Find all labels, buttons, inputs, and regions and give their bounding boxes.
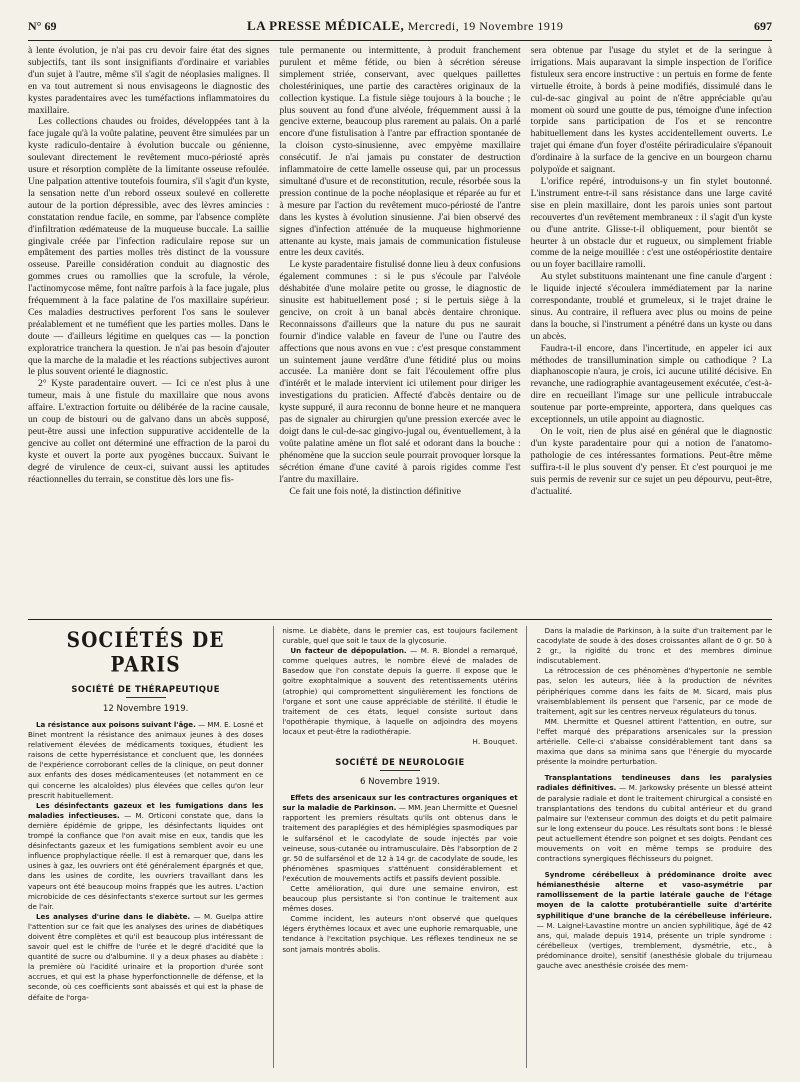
- communication-title: Syndrome cérébelleux à prédominance droite avec hémianesthésie alterne et vaso-asymétrie par ramollissement de la partie latérale gauche de l'étage moyen de la calotte protubérantielle suite d'artérite syphilitique d'une branche de la cérébelleuse inférieure.: [536, 870, 772, 920]
- communication: [28, 801, 263, 912]
- communication-title: Les analyses d'urine dans le diabète.: [36, 911, 191, 921]
- societes-column-3: [537, 626, 772, 1068]
- communication-paragraph: MM. Lhermitte et Quesnel attirent l'attention, en outre, sur l'effet marqué des préparations arsenicales sur la pression artérielle. Celle-ci s'abaisse considérablement tant dans sa maxima que dans sa minima sans que l'énergie du myocarde présente la moindre perturbation.: [536, 716, 772, 767]
- communication-body: — M. R. Blondel a remarqué, comme quelques autres, le nombre élevé de malades de Basedow que l'on constate depuis la guerre. Il expose que le goitre exophtalmique a souvent des retentissements utérins (atrophie) qui compromettent singulièrement les fonctions de l'organe et sont une cause appréciable de stérilité. Il étudie le traitement de ces états, lequel consiste surtout dans l'opothérapie thymique, à laquelle on adjoindra des moyens locaux et peut-être la radiothérapie.: [282, 646, 518, 736]
- article-paragraph: sera obtenue par l'usage du stylet et de la seringue à irrigations. Mais auparavant la simple inspection de l'orifice fistuleux sera encore instructive : un pertuis en forme de fente virtuelle étroite, à bords à peine modifiés, dissimulé dans le cul-de-sac gingival au point de n'être appréciable qu'au moment où sourd une goutte de pus, témoigne d'une infection torpide sans participation de l'os et se rencontre habituellement dans les kystes accidentellement ouverts. Le trajet qui émane d'un foyer d'ostéite périradiculaire s'épanouit d'ordinaire à la surface de la gencive en un bourgeon charnu polypoïde et saignant.: [530, 45, 772, 176]
- communication-title: Un facteur de dépopulation.: [290, 646, 407, 656]
- communication-paragraph: Dans la maladie de Parkinson, à la suite d'un traitement par le cacodylate de soude à des doses croissantes allant de 0 gr. 50 à 2 gr., la rigidité du tronc et des membres diminue indiscutablement.: [536, 626, 772, 666]
- communication-body: — M. Jarkowsky présente un blessé atteint de paralysie radiale et dont le traitement chirurgical a consisté en transplantations des tendons du cubital antérieur et du grand palmaire sur l'extenseur commun des doigts et du petit palmaire sur le long extenseur du pouce. Les résultats sont bons : le blessé peut actuellement étendre son poignet et ses doigts. Pendant ces mouvements on voit en même temps se produire des contractions synergiques fléchisseurs du poignet.: [536, 783, 772, 864]
- issue-number: N° 69: [28, 19, 57, 33]
- article-paragraph: à lente évolution, je n'ai pas cru devoir faire état des signes subjectifs, tant ils sont insignifiants d'ordinaire et variables d'un sujet à l'autre, même s'il s'agit de néoplasies malignes. Il en va tout autrement si nous envisageons le diagnostic des kystes paradentaires avec les tuméfactions inflammatoires du maxillaire.: [28, 45, 270, 116]
- communication-body: — MM. E. Losné et Binet montrent la résistance des animaux jeunes à des doses relativement élevées de médicaments toxiques, étudient les raisons de cette hyperrésistance et concluent que, les données de l'expérience corroborant celles de la clinique, on peut donner aux enfants des doses médicamenteuses (et notamment en ce qui concerne les alcaloïdes) plus élevées que celles qu'on leur prescrit habituellement.: [28, 720, 264, 800]
- communication-title: Transplantations tendineuses dans les paralysies radiales définitives.: [536, 773, 772, 793]
- section-heading: SOCIÉTÉ DE NEUROLOGIE: [335, 757, 465, 768]
- communication-continuation: nisme. Le diabète, dans le premier cas, est toujours facilement curable, quel que soit le taux de la glycosurie.: [282, 626, 518, 646]
- article-paragraph: Au stylet substituons maintenant une fine canule d'argent : le liquide injecté s'écoulera immédiatement par la narine correspondante, troublé et grumeleux, si le trajet draine le sinus. Au contraire, il refluera avec plus ou moins de peine dans la bouche, si l'instrument a pénétré dans un kyste ou dans un abcès.: [530, 271, 772, 342]
- section-rule: [28, 619, 772, 620]
- session-date: 6 Novembre 1919.: [359, 777, 441, 788]
- communication-body: — M. Laignel-Lavastine montre un ancien syphilitique, âgé de 42 ans, qui, malade depuis 1914, présente un triple syndrome : cérébelleux (vertiges, tremblement, dysmétrie, etc., à prédominance droite), sensitif (anesthésie globale du trijumeau gauche avec anesthésie croisée des mem-: [536, 920, 772, 970]
- article-paragraph: 2° Kyste paradentaire ouvert. — Ici ce n'est plus à une tumeur, mais à une fistule du maxillaire que nous avons affaire. L'extraction fortuite ou délibérée de la racine causale, un coup de bistouri ou de galvano dans un abcès supposé, peut-être aussi une infection suppurative accidentelle de la gencive au collet ont déterminé une effraction de la paroi du kyste et ouvert la porte aux pyogènes buccaux. Suivant le degré de virulence de ceux-ci, suivant aussi les aptitudes réactionnelles du terrain, se constitue dès lors une fis-: [28, 378, 270, 485]
- article-paragraph: Ce fait une fois noté, la distinction définitive: [289, 485, 461, 497]
- signature: H. Bouquet.: [472, 737, 518, 747]
- communication-title: Les désinfectants gazeux et les fumigations dans les maladies infectieuses.: [28, 800, 264, 820]
- societes-column-1: [28, 626, 263, 1068]
- communication: [28, 720, 263, 801]
- article-column-3: [531, 45, 772, 617]
- societes-banner: SOCIÉTÉS DE PARIS: [66, 628, 225, 678]
- page-header: [28, 18, 772, 38]
- heading-rule: [380, 770, 420, 771]
- communication: [282, 793, 517, 884]
- communication: [28, 912, 263, 1003]
- communication-body: — M. Guelpa attire l'attention sur ce fait que les analyses des urines de diabétiques doivent être complètes et qu'il est beaucoup plus intéressant de savoir quel est le chiffre de l'urée et le degré d'acidité que la quantité de sucre ou d'albumine. Il y a deux phases au diabète : la première où l'acidité urinaire et la proportion d'urée sont accrues, et qui est la phase hyperfonctionnelle de défense, et la seconde, où ces coefficients sont abaissés et qui est la phase de défaite de l'orga-: [28, 911, 264, 1002]
- communication-paragraph: Cette amélioration, qui dure une semaine environ, est beaucoup plus persistante si l'on continue le traitement aux mêmes doses.: [282, 883, 518, 914]
- article-paragraph: Faudra-t-il encore, dans l'incertitude, en appeler ici aux méthodes de transillumination simple ou cathodique ? La diaphanoscopie n'aura, je crois, ici aucune utilité décisive. En revanche, une radiographie avantageusement exécutée, c'est-à-dire en recueillant l'image sur une pellicule intrabuccale soutenue par porte-empreinte, apportera, dans quelques cas exceptionnels, un utile appoint au diagnostic.: [530, 342, 772, 426]
- communication-paragraph: Comme incident, les auteurs n'ont observé que quelques légers érythèmes locaux et avec une euphorie remarquable, une tendance à l'excitation psychique. Les réflexes tendineux ne se sont jamais montrés abolis.: [282, 914, 518, 954]
- heading-rule: [126, 697, 166, 698]
- article-column-1: [28, 45, 269, 617]
- societes-columns: [28, 626, 772, 1068]
- article-paragraph: On le voit, rien de plus aisé en général que le diagnostic d'un kyste paradentaire pour qui a notion de l'anatomo-pathologie de ces intéressantes formations. Peut-être même suffira-t-il le plus souvent d'y penser. Et c'est pourquoi je me suis permis de revenir sur ce sujet un peu dépourvu, peut-être, d'actualité.: [530, 426, 772, 497]
- article-paragraph: Le kyste paradentaire fistulisé donne lieu à deux confusions également communes : si le pus s'écoule par l'alvéole déshabitée d'une molaire petite ou grosse, le diagnostic de sinusite est habituellement posé ; si le pertuis siège à la gencive, on croit à un banal abcès dentaire chronique. Reconnaissons d'ailleurs que la nature du pus ne saurait fournir d'indice valable en faveur de l'une ou l'autre des affections que nous avons en vue : c'est presque constamment un suintement jaune verdâtre d'une fétidité plus ou moins accusée. La manière dont se fait l'écoulement offre plus d'intérêt et le malade intervient ici utilement pour diriger les investigations du praticien. Affecté d'abcès dentaire ou de kyste suppuré, il aura reconnu de bonne heure et ne manquera pas de signaler au chirurgien qu'une pression exercée avec le doigt dans le cul-de-sac gingivo-jugal ou, éventuellement, à la voûte palatine amène un flot salé et odorant dans la bouche : phénomène que la succion seule pourrait provoquer lorsque la sécrétion émane d'une cavité à parois rigides comme l'est l'antre du maxillaire.: [279, 259, 521, 485]
- journal-title: [247, 18, 563, 34]
- article-column-2: [279, 45, 520, 617]
- communication-paragraph: La rétrocession de ces phénomènes d'hypertonie ne semble pas, selon les auteurs, liée à la production de névrites périphériques comme dans les faits de M. Sicard, mais plus vraisemblablement ils pensent que l'arsenic, par ce mode de traitement, agit sur les centres nerveux régulateurs du tonus.: [536, 666, 772, 716]
- communication-title: Effets des arsenicaux sur les contractures organiques et sur la maladie de Parkinson.: [282, 793, 518, 813]
- article-paragraph: L'orifice repéré, introduisons-y un fin stylet boutonné. L'instrument entre-t-il sans résistance dans une large cavité sise en plein maxillaire, dont les parois unies sont partout recouvertes d'un revêtement membraneux : il s'agit d'un kyste ou d'une antrite. Glisse-t-il obliquement, pour bientôt se heurter à un obstacle dur et rugueux, ou simplement friable comme de la neige mouillée : c'est une ostéopériostite dentaire ou un foyer bacillaire ramolli.: [530, 175, 772, 271]
- communication-body: — M. Orticoni constate que, dans la dernière épidémie de grippe, les désinfectants liquides ont trompé la confiance que l'on avait mise en eux, tandis que les désinfectants gazeux et les fumigations semblent avoir eu une influence prophylactique réelle. Il est à remarquer que, dans les usines à gaz, les ouvriers ont été généralement épargnés et que, dans les usines de cordite, les ouvriers travaillant dans les vapeurs ont été beaucoup moins frappés que les autres. L'action microbicide de ces désinfectants s'exerce surtout sur les germes de l'air.: [28, 810, 264, 911]
- communication-title: La résistance aux poisons suivant l'âge.: [36, 720, 196, 729]
- issue-date: Mercredi, 19 Novembre 1919: [404, 19, 564, 33]
- article-paragraph: tule permanente ou intermittente, à produit franchement purulent et même fétide, ou bien à sécrétion séreuse simplement striée, conservant, avec quelques paillettes cholestériniques, une partie des caractères originaux de la collection kystique. La fistule siège toujours à la bouche ; le plus souvent au fond d'une alvéole, fréquemment aussi à la gencive externe, beaucoup plus rarement au palais. On a parlé encore d'une fistulisation à l'antre par effraction spontanée de la cloison cysto-sinusienne, avec empyème maxillaire consécutif. Je n'ai jamais pu constater de destruction inflammatoire de cette lamelle osseuse qui, par un processus simultané d'usure et de reconstitution, recule, résorbée sous la pression continue de la poche néoplasique et réparée au fur et à mesure par l'action du revêtement muco-périosté de l'antre dans les kystes à évolution sinusienne. J'ai bien observé des signes d'infection atténuée de la muqueuse highmorienne attenante au kyste, mais jamais de communication fistuleuse entre les deux cavités.: [279, 45, 521, 259]
- page-number: 697: [753, 19, 772, 33]
- section-heading: SOCIÉTÉ DE THÉRAPEUTIQUE: [71, 684, 220, 694]
- journal-name: LA PRESSE MÉDICALE,: [247, 18, 405, 33]
- communication: [537, 773, 772, 864]
- article-paragraph: Les collections chaudes ou froides, développées tant à la face jugale qu'à la voûte palatine, peuvent être simulées par un kyste radiculo-dentaire à évolution buccale ou génienne, soulevant directement le revêtement muco-périosté après usure et résorption complète de la limitante osseuse refoulée. Une palpation attentive toutefois fournira, s'il s'agit d'un kyste, la sensation nette d'un rebord osseux soulevé en collerette autour de la portion dépressible, avec des lèvres amincies : constatation rendue facile, en somme, par l'absence complète d'infiltration œdémateuse de la muqueuse buccale. La saillie gingivale créée par l'infection radiculaire repose sur un empâtement des parties molles très distinct de la voussure osseuse. Pareille considération conduit au diagnostic des gommes crues ou ramollies que la scrofule, la vérole, l'actinomycose même, font naître parfois à la face jugale, plus fréquemment à la face palatine de l'os maxillaire supérieur. Ces maladies destructives perforent l'os sans le soulever préalablement et ne tuméfient que les parties molles. Dans le doute — d'ailleurs légitime en quelques cas — la ponction exploratrice tranchera la question. Je n'ai pas besoin d'ajouter que la marche de la maladie et les réactions subjectives auront le plus souvent orienté le diagnostic.: [28, 116, 270, 378]
- session-date: 12 Novembre 1919.: [102, 704, 189, 714]
- header-rule: [28, 40, 772, 41]
- article-columns: [28, 45, 772, 617]
- communication: [537, 870, 772, 971]
- newspaper-page: [28, 18, 772, 1068]
- societes-column-2: [273, 626, 526, 1068]
- communication-body: — MM. Jean Lhermitte et Quesnel rapportent les premiers résultats qu'ils ont obtenus dans le traitement des paraplégies et des hémiplégies spasmodiques par le sulfarsénol et le cacodylate de soude injectés par voie veineuse, sous-cutanée ou intramusculaire. Dès l'absorption de 2 gr. 50 de sulfarsénol et de 12 à 14 gr. de cacodylate de soude, les phénomènes spasmiques s'atténuent considérablement et l'exécution de mouvements actifs et passifs devient possible.: [282, 803, 518, 883]
- communication: [282, 646, 517, 737]
